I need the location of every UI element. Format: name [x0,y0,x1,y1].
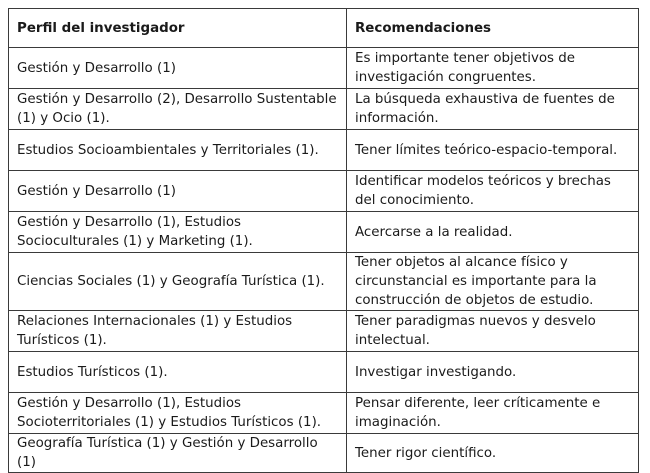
table-row [9,253,639,311]
table-row [9,212,639,253]
table-row [9,48,639,89]
cell-recomendacion: Tener paradigmas nuevos y desvelo intelectual. [347,311,639,352]
table-row [9,393,639,434]
cell-recomendacion: La búsqueda exhaustiva de fuentes de información. [347,89,639,130]
cell-perfil: Estudios Turísticos (1). [9,352,347,393]
cell-recomendacion: Investigar investigando. [347,352,639,393]
table-row [9,171,639,212]
cell-recomendacion: Tener límites teórico-espacio-temporal. [347,130,639,171]
header-recomendaciones: Recomendaciones [347,9,639,48]
table-row [9,311,639,352]
cell-recomendacion: Pensar diferente, leer críticamente e imaginación. [347,393,639,434]
table-row [9,130,639,171]
cell-recomendacion: Identificar modelos teóricos y brechas del conocimiento. [347,171,639,212]
cell-perfil: Gestión y Desarrollo (2), Desarrollo Sustentable (1) y Ocio (1). [9,89,347,130]
cell-recomendacion: Acercarse a la realidad. [347,212,639,253]
cell-recomendacion: Es importante tener objetivos de investigación congruentes. [347,48,639,89]
cell-recomendacion: Tener rigor científico. [347,434,639,473]
table-header-row [9,9,639,48]
table-row [9,434,639,473]
table-row [9,89,639,130]
table-row [9,352,639,393]
cell-perfil: Relaciones Internacionales (1) y Estudios Turísticos (1). [9,311,347,352]
cell-recomendacion: Tener objetos al alcance físico y circunstancial es importante para la construcción de objetos de estudio. [347,253,639,311]
cell-perfil: Geografía Turística (1) y Gestión y Desarrollo (1) [9,434,347,473]
header-perfil: Perfil del investigador [9,9,347,48]
cell-perfil: Gestión y Desarrollo (1) [9,48,347,89]
recommendations-table [8,8,639,473]
cell-perfil: Gestión y Desarrollo (1) [9,171,347,212]
cell-perfil: Gestión y Desarrollo (1), Estudios Socioculturales (1) y Marketing (1). [9,212,347,253]
cell-perfil: Estudios Socioambientales y Territoriales (1). [9,130,347,171]
cell-perfil: Gestión y Desarrollo (1), Estudios Socioterritoriales (1) y Estudios Turísticos (1). [9,393,347,434]
cell-perfil: Ciencias Sociales (1) y Geografía Turística (1). [9,253,347,311]
